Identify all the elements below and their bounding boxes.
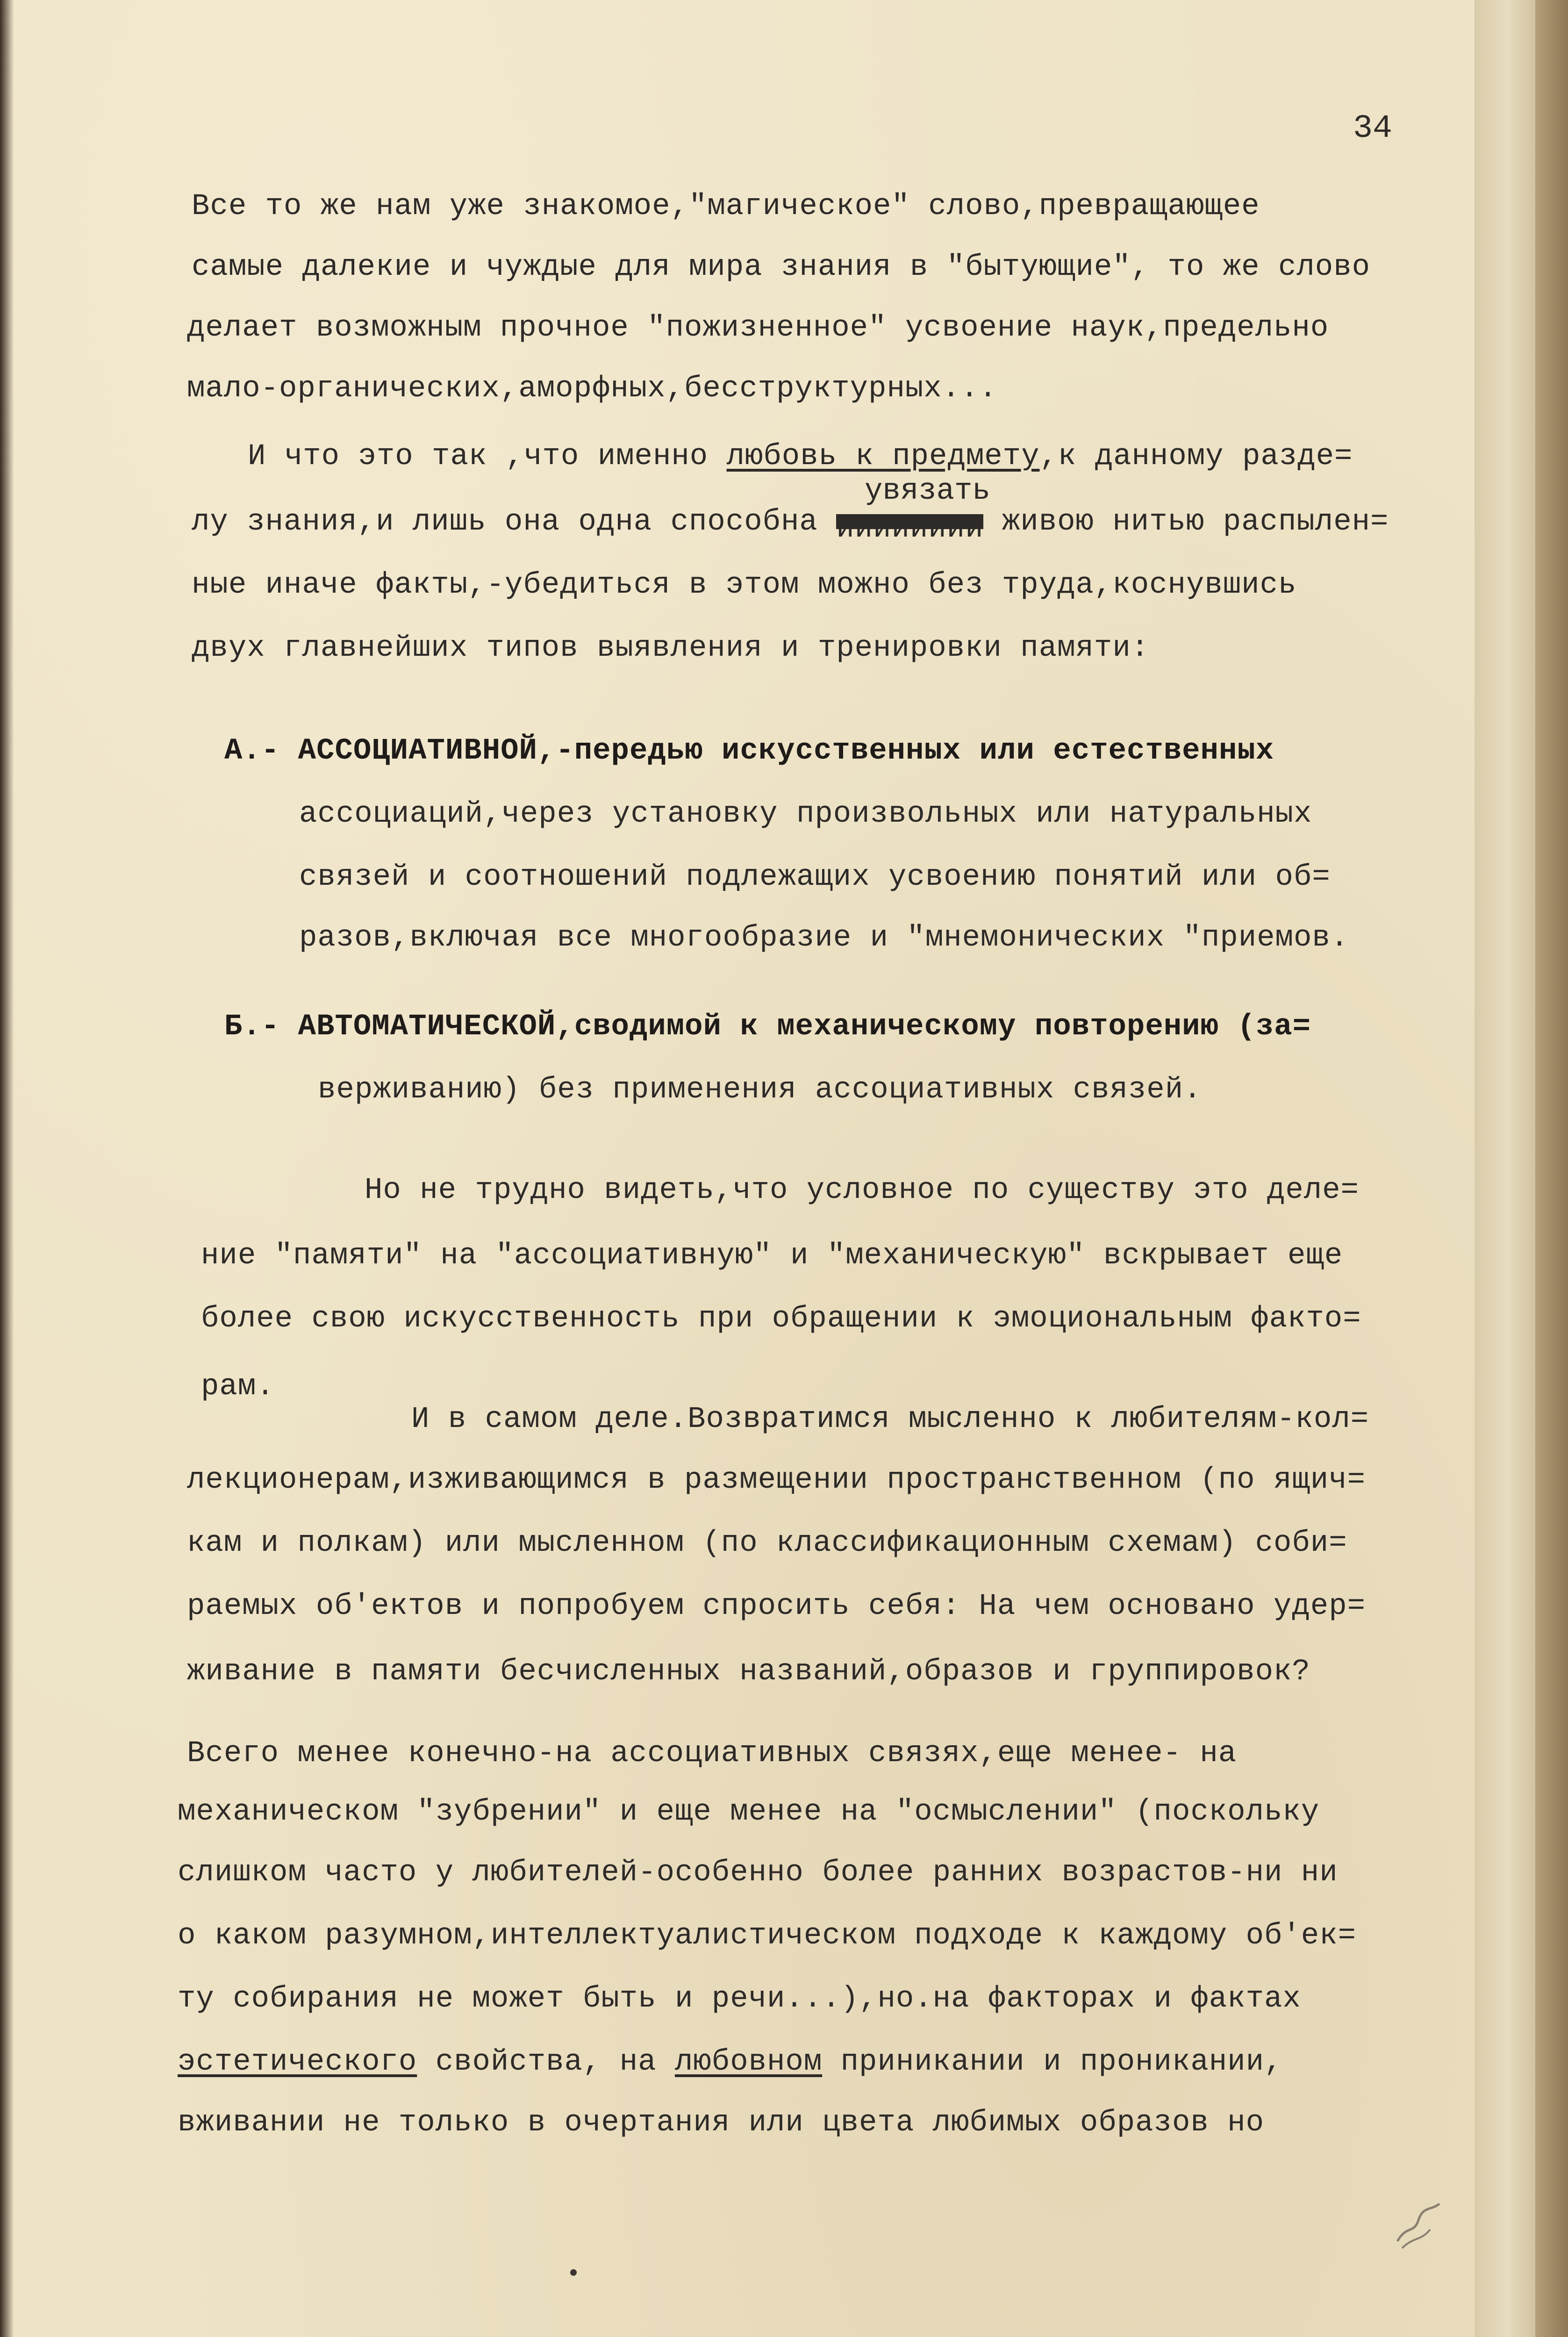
text-line: ассоциаций,через установку произвольных или натуральных: [299, 797, 1312, 831]
text-line: двух главнейших типов выявления и тренировки памяти:: [192, 631, 1150, 665]
text-line: рам.: [201, 1370, 275, 1404]
text-line: живание в памяти бесчисленных названий,образов и группировок?: [187, 1655, 1310, 1689]
text-segment: ,к данному разде=: [1039, 440, 1353, 473]
ink-dot: [570, 2269, 577, 2276]
underlined-phrase: эстетического: [178, 2045, 417, 2079]
text-line: механическом "зубрении" и еще менее на "осмыслении" (поскольку: [178, 1795, 1320, 1829]
page-number: 34: [1353, 110, 1393, 147]
text-line: кам и полкам) или мысленном (по классификационным схемам) соби=: [187, 1527, 1347, 1560]
text-segment: И что это так ,что именно: [248, 440, 727, 473]
list-item-a: А.- АССОЦИАТИВНОЙ,-передью искусственных или естественных: [224, 734, 1274, 768]
binding-edge: [1535, 0, 1568, 2337]
text-line: ту собирания не может быть и речи...),но.на факторах и фактах: [178, 1982, 1301, 2016]
underlined-phrase: любовном: [674, 2045, 823, 2079]
text-line: лекционерам,изживающимся в размещении пространственном (по ящич=: [187, 1463, 1366, 1497]
text-segment: лу знания,и лишь она одна способна: [192, 505, 837, 539]
text-line: ние "памяти" на "ассоциативную" и "механическую" вскрывает еще: [201, 1239, 1343, 1273]
text-line: мало-органических,аморфных,бесструктурных...: [187, 372, 997, 406]
handwritten-insertion: увязать: [865, 474, 990, 508]
text-line: слишком часто у любителей-особенно более ранних возрастов-ни ни: [178, 1856, 1338, 1890]
text-line: И в самом деле.Возвратимся мысленно к любителям-кол=: [411, 1403, 1369, 1436]
underlined-phrase: любовь к предмету: [726, 440, 1040, 473]
pencil-mark: [1393, 2197, 1449, 2253]
text-line: [178, 2047, 1282, 2077]
text-line: [248, 442, 1353, 472]
text-line: раемых об'ектов и попробуем спросить себя: На чем основано удер=: [187, 1590, 1366, 1623]
text-line: Все то же нам уже знакомое,"магическое" слово,превращающее: [192, 190, 1260, 223]
page-shadow: [0, 0, 14, 2337]
text-line: самые далекие и чуждые для мира знания в "бытующие", то же слово: [192, 251, 1370, 284]
text-line: разов,включая все многообразие и "мнемонических "приемов.: [299, 921, 1349, 955]
text-line: делает возможным прочное "пожизненное" усвоение наук,предельно: [187, 311, 1329, 345]
text-line: более свою искусственность при обращении к эмоциональным факто=: [201, 1302, 1361, 1336]
text-segment: свойства, на: [417, 2045, 675, 2079]
text-line: [192, 505, 1389, 546]
text-segment: приникании и проникании,: [822, 2045, 1283, 2079]
text-line: вживании не только в очертания или цвета любимых образов но: [178, 2106, 1264, 2140]
text-line: связей и соотношений подлежащих усвоению понятий или об=: [299, 860, 1331, 894]
text-line: верживанию) без применения ассоциативных связей.: [318, 1073, 1202, 1107]
text-line: Всего менее конечно-на ассоциативных связях,еще менее- на: [187, 1737, 1237, 1771]
text-line: Но не трудно видеть,что условное по существу это деле=: [365, 1174, 1359, 1207]
text-line: ные иначе факты,-убедиться в этом можно без труда,коснувшись: [192, 568, 1297, 602]
text-segment: живою нитью распылен=: [983, 505, 1389, 539]
list-item-b: Б.- АВТОМАТИЧЕСКОЙ,сводимой к механическому повторению (за=: [224, 1010, 1311, 1044]
struck-out-word: ииииииии: [836, 512, 984, 546]
text-line: о каком разумном,интеллектуалистическом подходе к каждому об'ек=: [178, 1919, 1356, 1953]
